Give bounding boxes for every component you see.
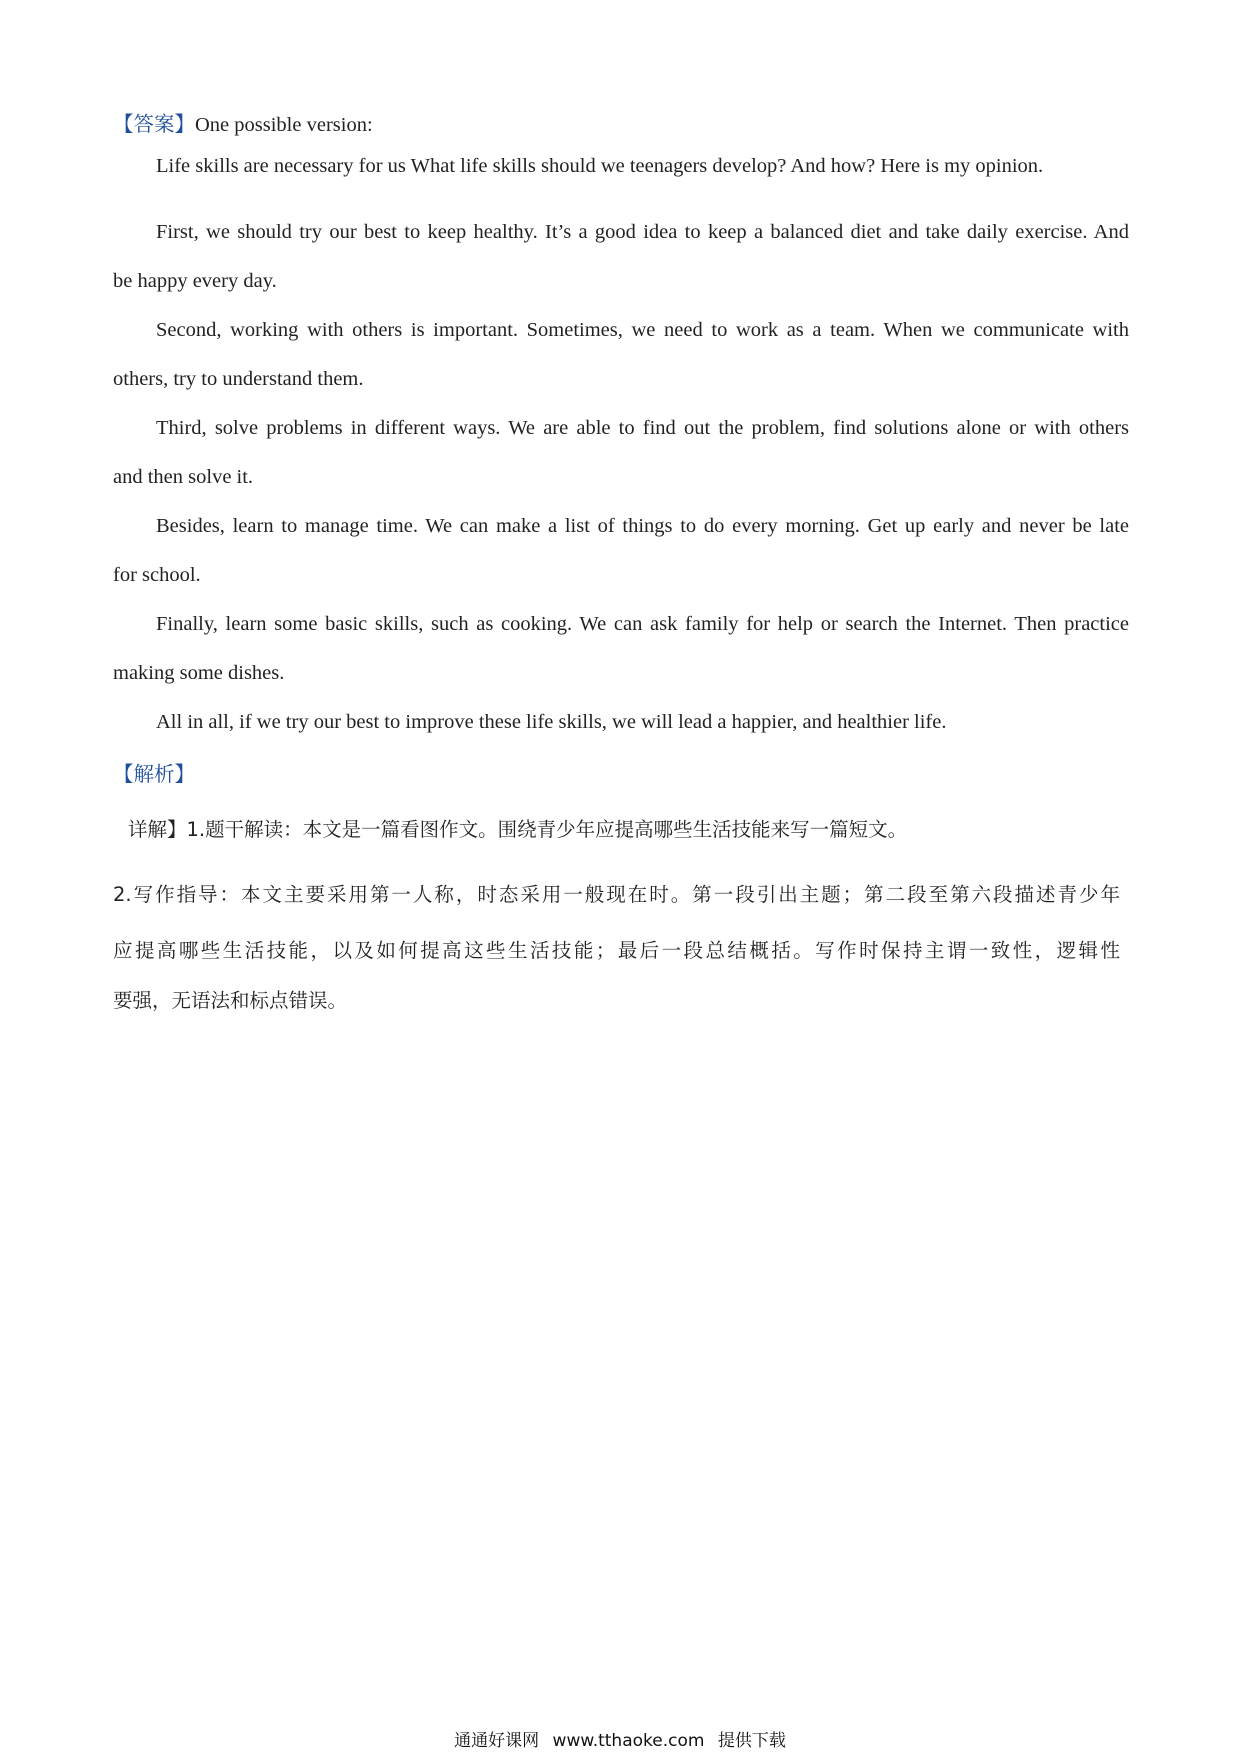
analysis-point-2-line-3: 要强，无语法和标点错误。 xyxy=(113,989,348,1012)
answer-paragraph-3-line-2: others, try to understand them. xyxy=(113,368,364,390)
answer-paragraph-1-line-1: Life skills are necessary for us What life skills should we teenagers develop? And how? Here is my opinion. xyxy=(156,155,1044,177)
answer-paragraph-5-line-1: Besides, learn to manage time. We can make a list of things to do every morning. Get up early and never be late xyxy=(156,515,1129,537)
answer-paragraph-4-line-1: Third, solve problems in different ways. We are able to find out the problem, find solutions alone or with others xyxy=(156,417,1129,439)
answer-paragraph-3-line-1: Second, working with others is important. Sometimes, we need to work as a team. When we communicate with xyxy=(156,319,1129,341)
analysis-label: 【解析】 xyxy=(113,764,195,786)
footer-url-link[interactable]: www.tthaoke.com xyxy=(552,1731,705,1751)
page-footer xyxy=(0,1726,1240,1751)
analysis-point-2-line-1: 2.写作指导：本文主要采用第一人称，时态采用一般现在时。第一段引出主题；第二段至第六段描述青少年 xyxy=(113,883,1120,906)
analysis-point-2-line-2: 应提高哪些生活技能，以及如何提高这些生活技能；最后一段总结概括。写作时保持主谓一致性，逻辑性 xyxy=(113,939,1120,962)
answer-paragraph-2-line-1: First, we should try our best to keep healthy. It’s a good idea to keep a balanced diet and take daily exercise. And xyxy=(156,221,1129,243)
answer-paragraph-5-line-2: for school. xyxy=(113,564,201,586)
analysis-point-1: 详解】1.题干解读：本文是一篇看图作文。围绕青少年应提高哪些生活技能来写一篇短文。 xyxy=(128,818,908,841)
answer-label: 【答案】 xyxy=(113,114,195,136)
answer-header xyxy=(113,107,373,137)
answer-paragraph-6-line-2: making some dishes. xyxy=(113,662,285,684)
answer-paragraph-6-line-1: Finally, learn some basic skills, such as cooking. We can ask family for help or search the Internet. Then practice xyxy=(156,613,1129,635)
answer-paragraph-4-line-2: and then solve it. xyxy=(113,466,254,488)
answer-paragraph-7-line-1: All in all, if we try our best to improve these life skills, we will lead a happier, and healthier life. xyxy=(156,711,947,733)
answer-paragraph-2-line-2: be happy every day. xyxy=(113,270,277,292)
footer-suffix: 提供下载 xyxy=(717,1731,786,1751)
footer-site-name: 通通好课网 xyxy=(454,1731,540,1751)
answer-intro: One possible version: xyxy=(195,114,373,136)
